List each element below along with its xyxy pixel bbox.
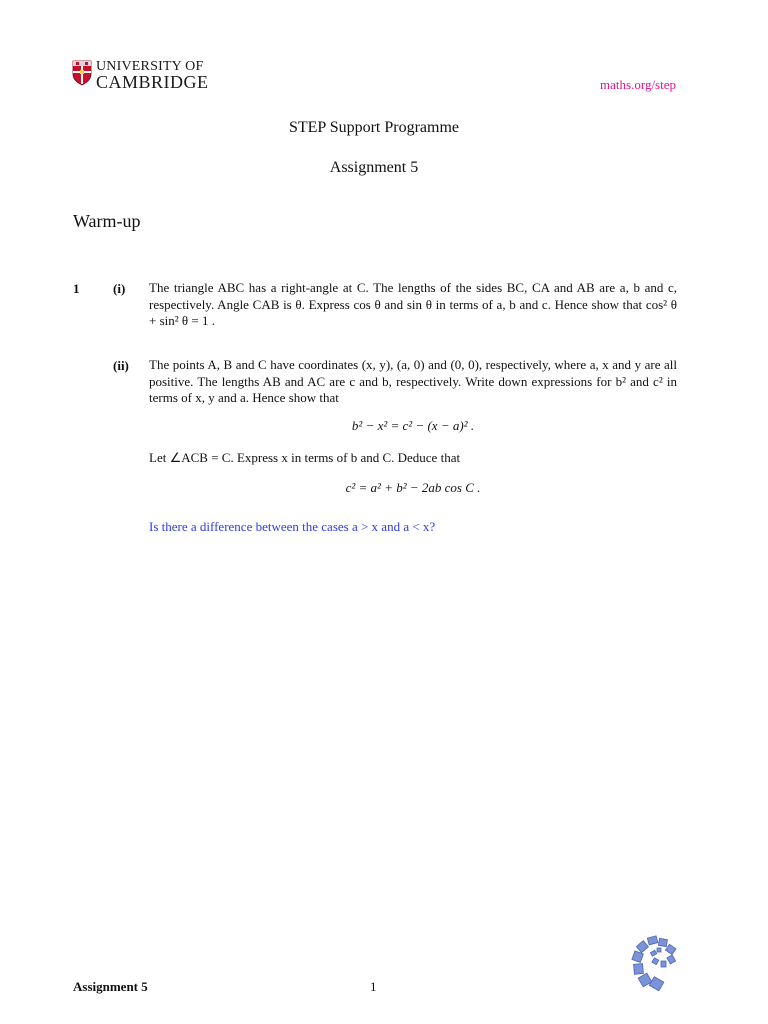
footer-assignment-label: Assignment 5 [73,979,148,994]
cambridge-logo [72,60,222,92]
logo-wordmark [96,59,209,90]
shield-icon [72,60,92,86]
question-number: 1 [73,281,80,296]
logo-line-2: CAMBRIDGE [96,72,209,92]
spiral-logo-icon [630,935,680,993]
assignment-title: Assignment 5 [329,159,419,176]
part-ii-text: The points A, B and C have coordinates (x, y), (a, 0) and (0, 0), respectively, where a, x and y are all positive. The lengths AB and AC are c and b, respectively. Write down expressions for b² and c² in terms of x, y and a. Hence show that [149,357,677,405]
programme-title: STEP Support Programme [288,119,460,136]
hint-text: Is there a difference between the cases a > x and a < x? [149,519,436,534]
part-ii-label: (ii) [113,358,129,373]
part-ii-text-2: Let ∠ACB = C. Express x in terms of b and C. Deduce that [149,450,461,465]
site-link[interactable]: maths.org/step [600,77,676,92]
section-heading: Warm-up [73,211,141,231]
equation-2: c² = a² + b² − 2ab cos C . [345,480,481,495]
equation-1: b² − x² = c² − (x − a)² . [351,418,475,433]
part-i-text: The triangle ABC has a right-angle at C. The lengths of the sides BC, CA and AB are a, b and c, respectively. Angle CAB is θ. Express cos θ and sin θ in terms of a, b and c. Hence show that cos² θ + sin² θ = 1 . [149,280,677,328]
logo-line-1: UNIVERSITY OF [96,59,204,74]
page-number: 1 [370,979,377,994]
part-i-label: (i) [113,281,126,296]
